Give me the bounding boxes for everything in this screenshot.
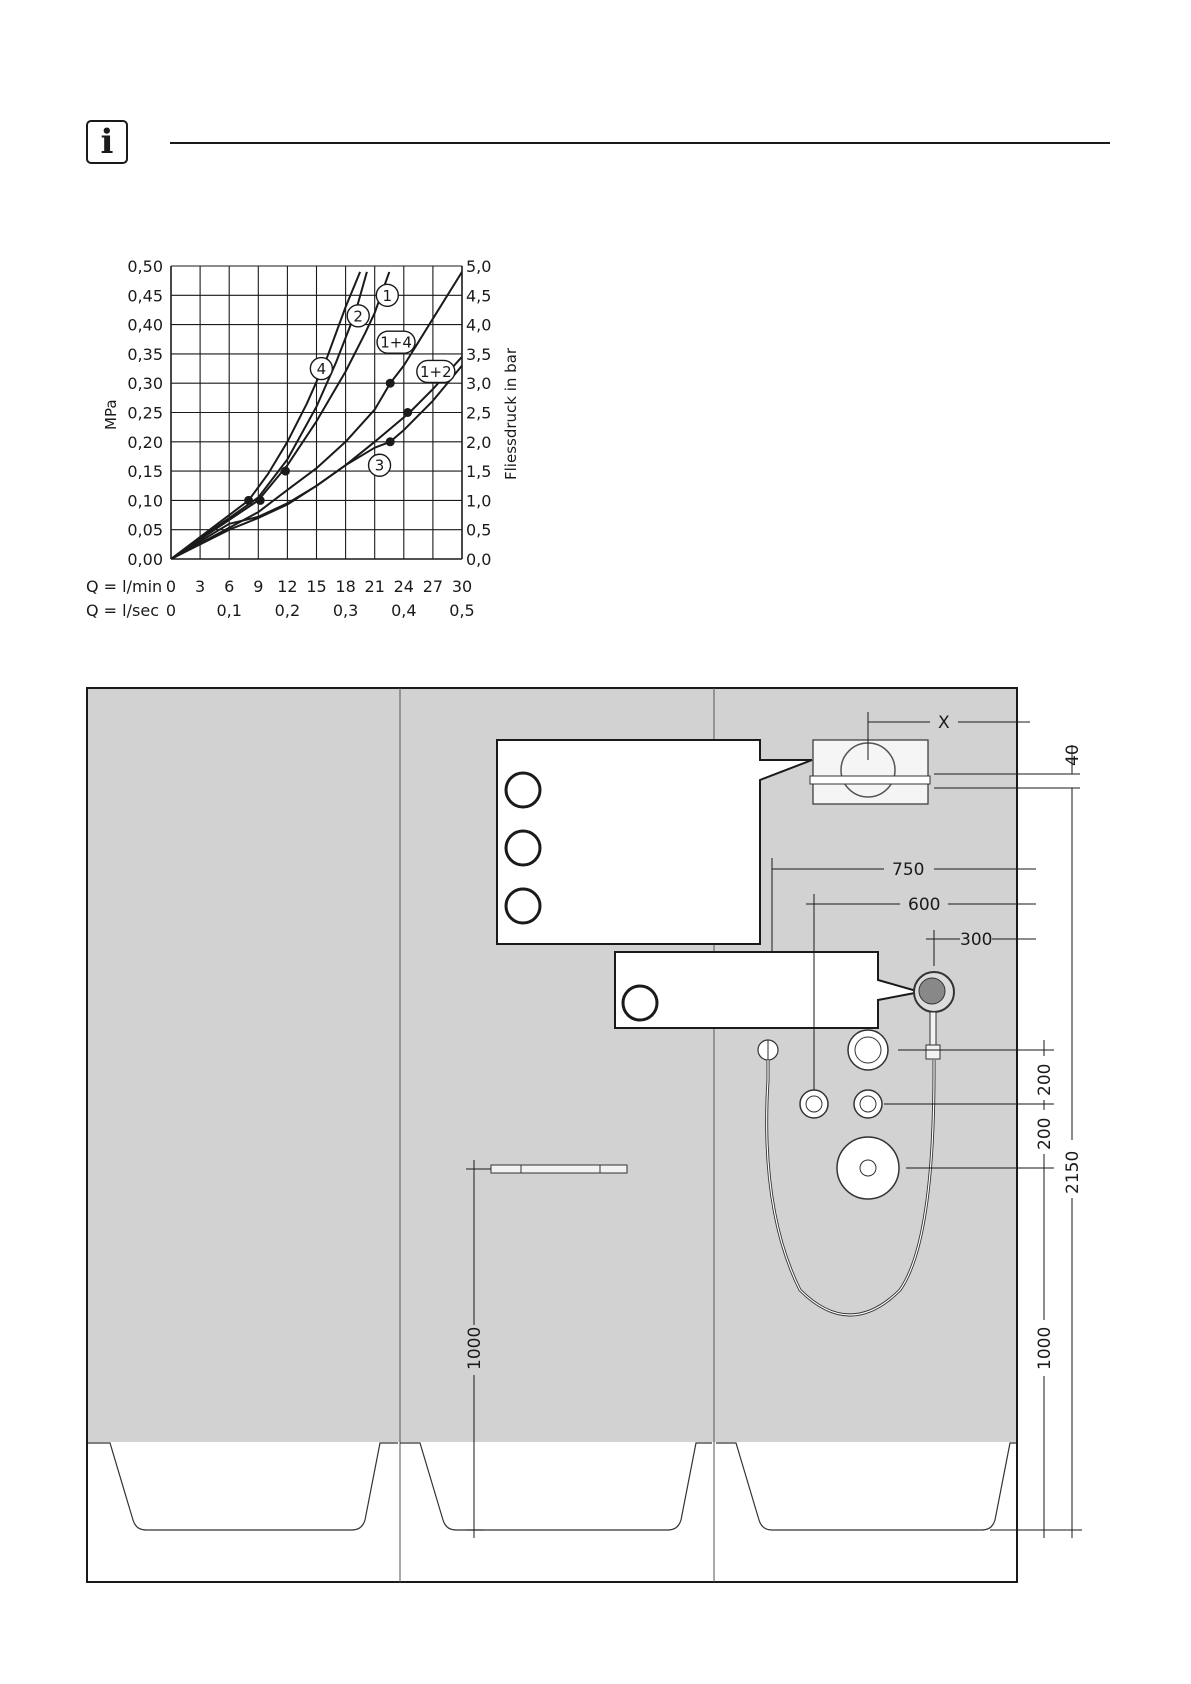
series-label-text: 1+2 xyxy=(419,362,452,381)
hand-shower-face xyxy=(919,978,945,1004)
shelf-plate xyxy=(810,776,930,784)
x-tick-label: 0 xyxy=(165,577,177,596)
x-tick-label: 3 xyxy=(195,577,206,596)
x-tick-label: 9 xyxy=(253,577,264,596)
bathtub-outline xyxy=(716,1443,1016,1530)
hand-shower-handle xyxy=(930,1012,936,1048)
data-point-marker xyxy=(281,467,290,476)
series-label-text: 3 xyxy=(374,456,385,475)
diverter-valve xyxy=(848,1030,888,1070)
series-label-text: 2 xyxy=(353,307,363,326)
x-tick-label: 6 xyxy=(224,577,235,596)
dimension-label-40: 40 xyxy=(1063,744,1083,766)
y-tick-label: 0,05 xyxy=(127,520,163,540)
dimension-label-1000-left: 1000 xyxy=(465,1326,485,1370)
y-tick-label: 0,30 xyxy=(127,374,163,394)
series-label-text: 1 xyxy=(382,286,393,305)
dimension-label-x: X xyxy=(938,713,950,733)
shower-holder xyxy=(926,1045,940,1059)
x2-tick-label: 0 xyxy=(165,601,177,620)
x-tick-label: 18 xyxy=(335,577,356,596)
dimension-label-600: 600 xyxy=(908,895,941,915)
data-point-marker xyxy=(386,379,395,388)
y-tick-label: 0,40 xyxy=(127,315,163,335)
y2-tick-label: 4,5 xyxy=(466,286,492,306)
y2-tick-label: 2,5 xyxy=(466,403,492,423)
shower-shelf-device xyxy=(813,740,928,804)
info-icon-letter: i xyxy=(100,122,114,162)
data-point-marker xyxy=(386,437,395,446)
x-tick-label: 30 xyxy=(451,577,473,596)
dimension-label-200-lower: 200 xyxy=(1035,1117,1055,1150)
y-tick-label: 0,50 xyxy=(127,257,163,276)
y2-tick-label: 2,0 xyxy=(466,432,492,452)
dimension-label-200-upper: 200 xyxy=(1035,1063,1055,1096)
y2-tick-label: 4,0 xyxy=(466,315,492,335)
y-tick-label: 0,00 xyxy=(127,550,163,569)
y2-axis-label: Fliessdruck in bar xyxy=(502,347,520,480)
installation-drawing xyxy=(0,680,1191,1600)
x2-tick-label: 0,1 xyxy=(216,601,242,620)
x2-tick-label: 0,4 xyxy=(391,601,417,620)
bathtub-outline xyxy=(88,1443,398,1530)
y-tick-label: 0,20 xyxy=(127,432,163,452)
y2-tick-label: 3,0 xyxy=(466,374,492,394)
y-tick-label: 0,25 xyxy=(127,403,163,423)
data-point-marker xyxy=(244,496,253,505)
y-tick-label: 0,45 xyxy=(127,286,163,306)
data-point-marker xyxy=(403,408,412,417)
y-tick-label: 0,10 xyxy=(127,491,163,511)
series-label-text: 4 xyxy=(316,360,327,379)
y-tick-label: 0,35 xyxy=(127,344,163,364)
stop-valve-left xyxy=(800,1090,828,1118)
x2-tick-label: 0,5 xyxy=(449,601,475,620)
x-axis-label: Q = l/min xyxy=(86,577,163,596)
dimension-label-750: 750 xyxy=(892,860,925,880)
stop-valve-right xyxy=(854,1090,882,1118)
x2-axis-label: Q = l/sec xyxy=(86,601,159,620)
x-tick-label: 27 xyxy=(422,577,444,596)
flow-pressure-chart xyxy=(0,0,560,640)
callout-box-bottom xyxy=(615,952,920,1028)
y2-tick-label: 0,0 xyxy=(466,550,492,569)
x-tick-label: 12 xyxy=(277,577,298,596)
x2-tick-label: 0,2 xyxy=(274,601,301,620)
x-tick-label: 21 xyxy=(364,577,385,596)
dimension-label-2150: 2150 xyxy=(1063,1150,1083,1194)
series-label-text: 1+4 xyxy=(380,333,412,352)
y2-tick-label: 5,0 xyxy=(466,257,492,276)
grab-bar xyxy=(491,1165,627,1173)
bathtub-outline xyxy=(400,1443,712,1530)
y2-tick-label: 1,0 xyxy=(466,491,492,511)
y-axis-label: MPa xyxy=(102,399,120,430)
y2-tick-label: 3,5 xyxy=(466,344,492,364)
y2-tick-label: 1,5 xyxy=(466,462,492,482)
x2-tick-label: 0,3 xyxy=(332,601,359,620)
dimension-label-1000-right: 1000 xyxy=(1035,1326,1055,1370)
thermostat-mixer xyxy=(837,1137,899,1199)
y2-tick-label: 0,5 xyxy=(466,520,492,540)
y-tick-label: 0,15 xyxy=(127,462,163,482)
chart-grid xyxy=(171,266,462,559)
dimension-label-300: 300 xyxy=(960,930,993,950)
x-tick-label: 24 xyxy=(393,577,414,596)
x-tick-label: 15 xyxy=(306,577,327,596)
data-point-marker xyxy=(256,496,265,505)
series-line-4 xyxy=(171,272,360,559)
